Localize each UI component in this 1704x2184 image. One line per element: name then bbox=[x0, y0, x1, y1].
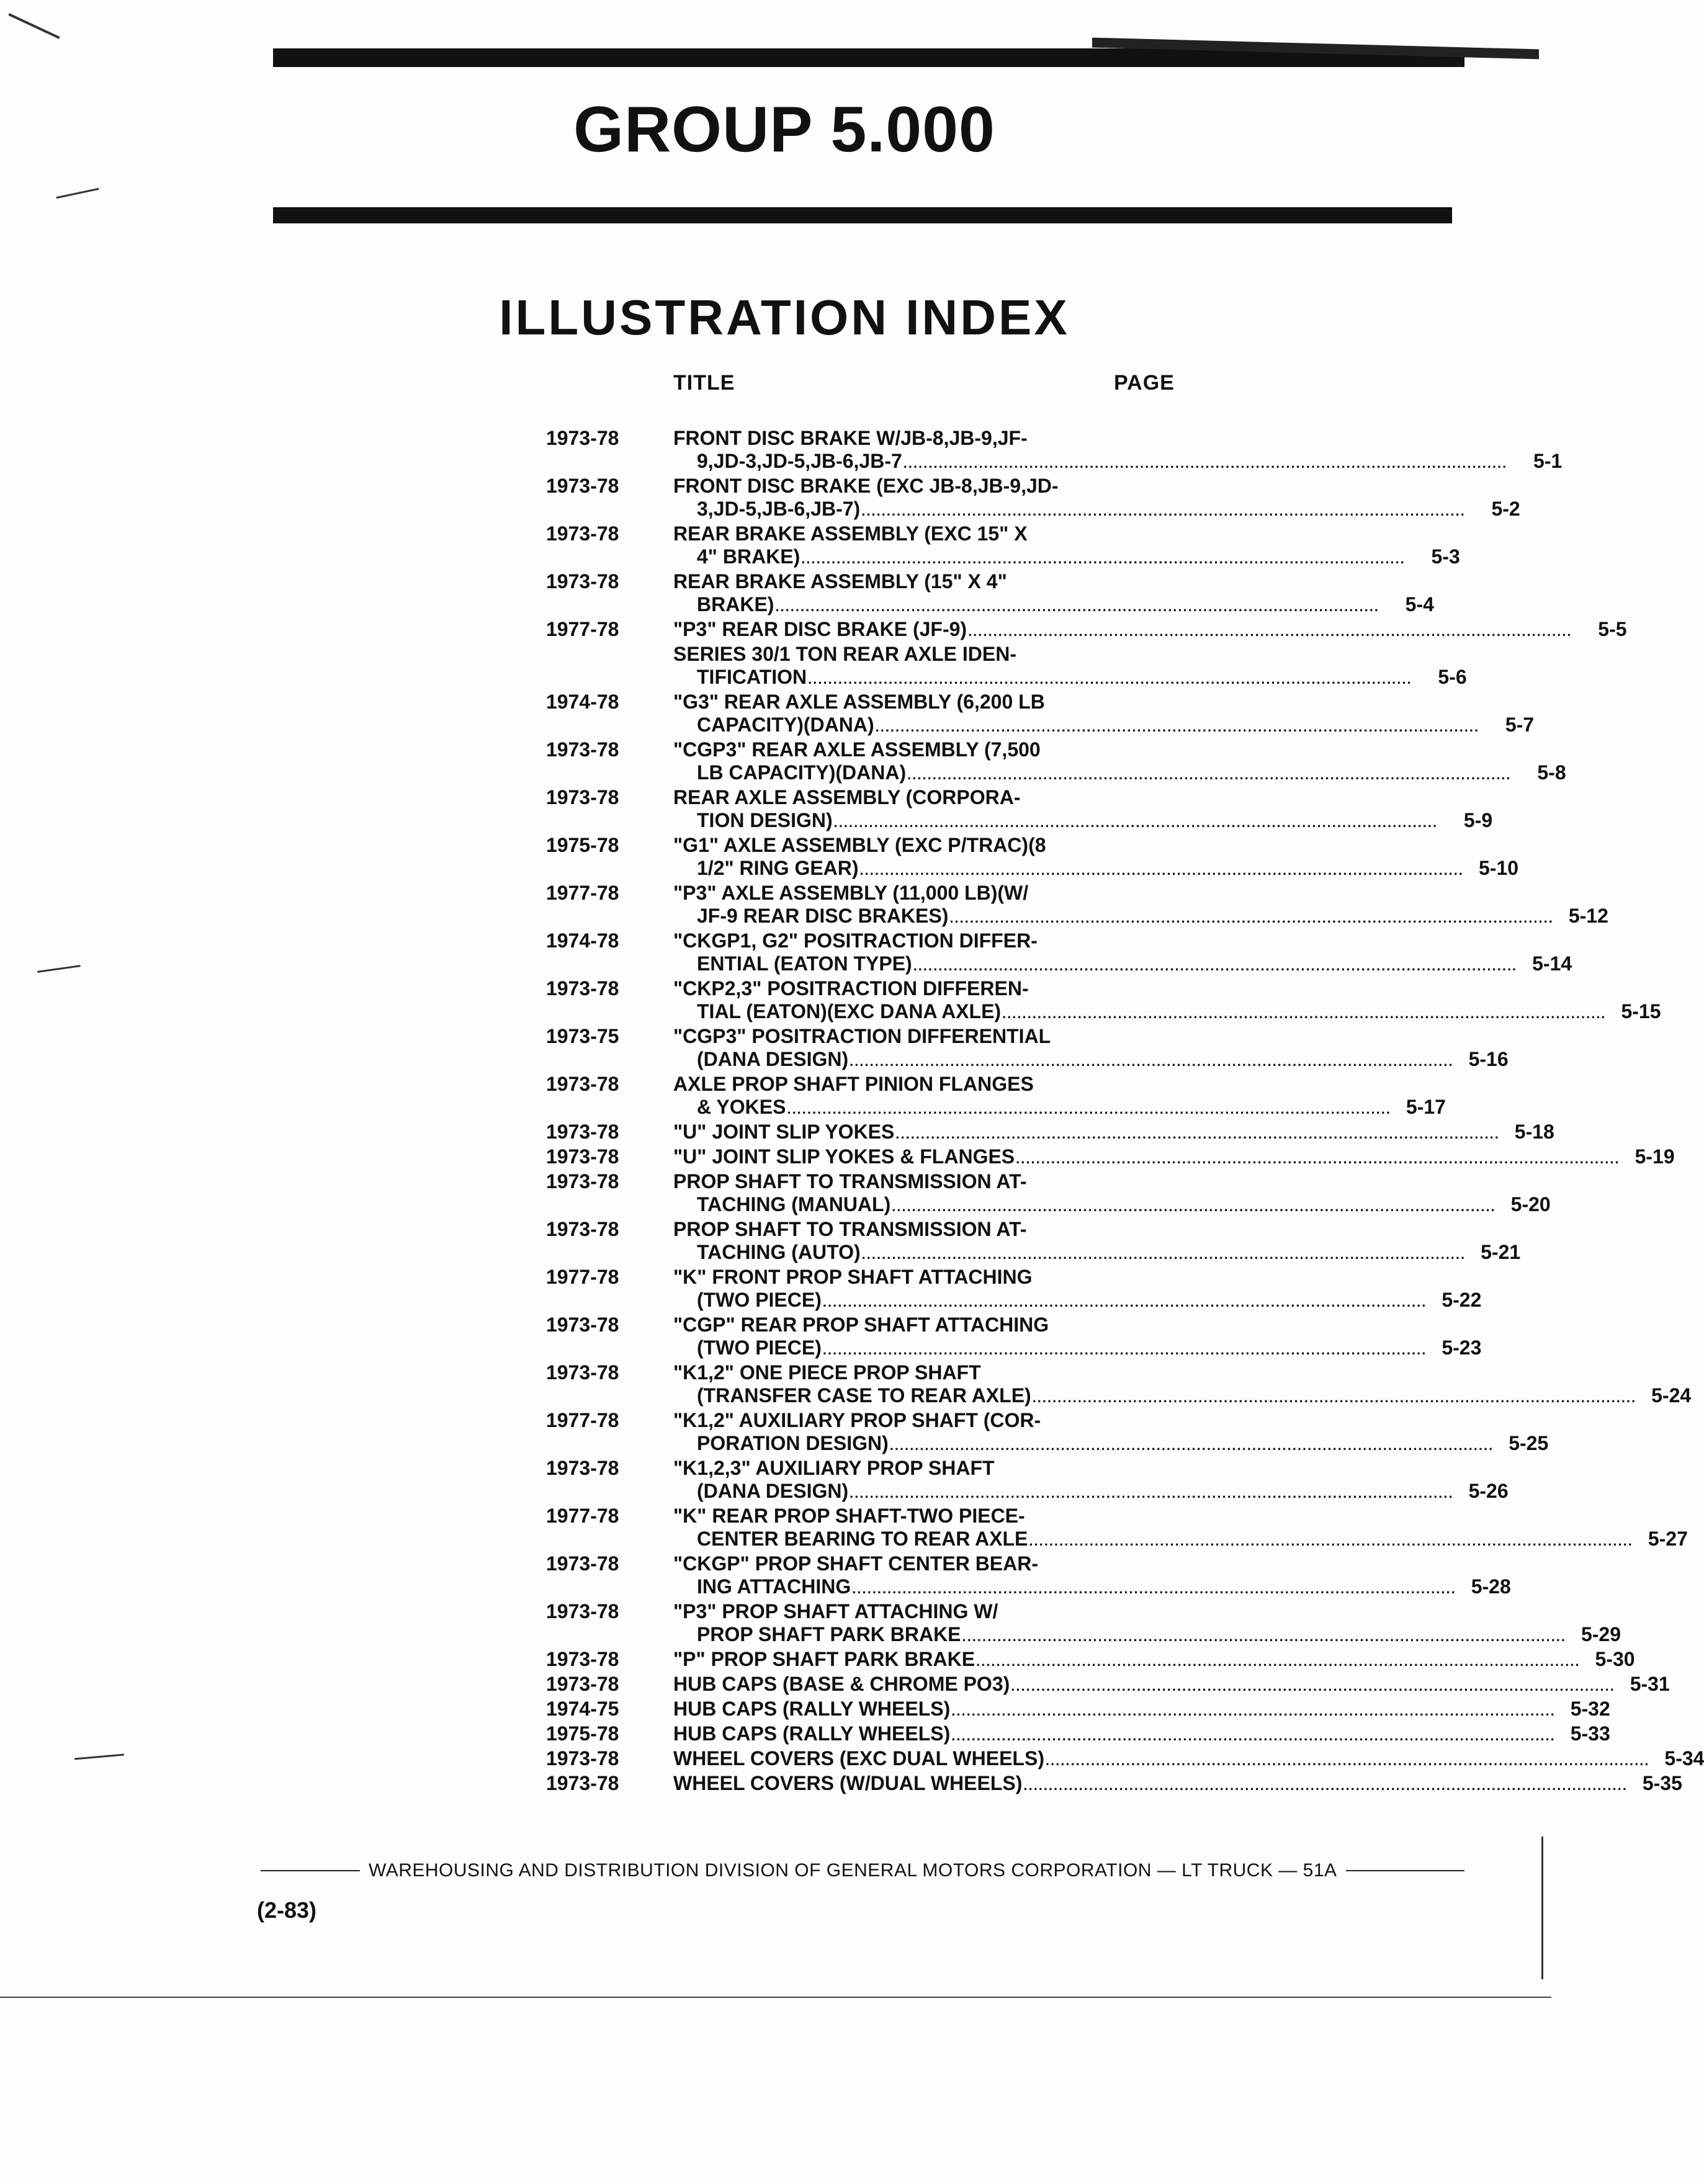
entry-title-line bbox=[673, 1170, 1551, 1193]
entry-title-text: "K1,2" ONE PIECE PROP SHAFT bbox=[673, 1361, 981, 1384]
entry-title-text: 9,JD-3,JD-5,JB-6,JB-7 bbox=[697, 450, 902, 472]
entry-title-text: "P3" REAR DISC BRAKE (JF-9) bbox=[673, 618, 967, 640]
entry-title-text: "CKGP" PROP SHAFT CENTER BEAR- bbox=[673, 1552, 1039, 1575]
entry-title-line bbox=[673, 1314, 1481, 1336]
entry-title bbox=[673, 475, 1520, 522]
index-entry bbox=[546, 882, 1608, 929]
entry-title bbox=[673, 1361, 1691, 1409]
entry-year: 1973-78 bbox=[546, 1121, 619, 1143]
entry-title bbox=[673, 1698, 1610, 1722]
entry-title bbox=[673, 1648, 1635, 1673]
entry-year: 1973-78 bbox=[546, 1648, 619, 1670]
entry-year: 1975-78 bbox=[546, 834, 619, 856]
entry-title-line bbox=[673, 1266, 1481, 1289]
dot-leader: ........................................................................................................................ bbox=[861, 503, 1466, 519]
entry-title-text: FRONT DISC BRAKE W/JB-8,JB-9,JF- bbox=[673, 427, 1028, 449]
entry-title-line bbox=[673, 1241, 1520, 1266]
entry-title-line bbox=[673, 1552, 1511, 1575]
entry-title bbox=[673, 738, 1566, 786]
entry-title-text: BRAKE) bbox=[697, 593, 774, 615]
entry-page: 5-9 bbox=[1463, 809, 1493, 831]
entry-title-text: "U" JOINT SLIP YOKES & FLANGES bbox=[673, 1145, 1015, 1168]
entry-title-line bbox=[673, 929, 1572, 952]
entry-title-text: ENTIAL (EATON TYPE) bbox=[697, 952, 912, 975]
entry-title bbox=[673, 929, 1572, 977]
entry-page: 5-8 bbox=[1537, 761, 1566, 784]
entry-title-line bbox=[673, 1409, 1548, 1432]
entry-title-text: REAR BRAKE ASSEMBLY (15" X 4" bbox=[673, 570, 1007, 593]
entry-title-text: "G1" AXLE ASSEMBLY (EXC P/TRAC)(8 bbox=[673, 834, 1046, 856]
entry-page: 5-35 bbox=[1642, 1772, 1682, 1794]
entry-title-line bbox=[673, 761, 1566, 786]
scan-mark bbox=[37, 965, 81, 973]
entry-page: 5-12 bbox=[1568, 905, 1608, 927]
index-entry bbox=[546, 618, 1627, 643]
dot-leader: ........................................................................................................................ bbox=[850, 1054, 1454, 1069]
entry-title bbox=[673, 570, 1434, 618]
dot-leader: ........................................................................................................................ bbox=[775, 599, 1379, 614]
entry-title-text: TION DESIGN) bbox=[697, 809, 833, 831]
entry-title bbox=[673, 427, 1562, 475]
entry-title-line bbox=[673, 643, 1467, 666]
entry-title-text: JF-9 REAR DISC BRAKES) bbox=[697, 905, 949, 927]
column-header-page: PAGE bbox=[1114, 371, 1175, 395]
entry-title-line bbox=[673, 1575, 1511, 1600]
scan-mark bbox=[1541, 1837, 1543, 1979]
dot-leader: ........................................................................................................................ bbox=[889, 1438, 1494, 1453]
entry-year: 1973-78 bbox=[546, 786, 619, 808]
scan-mark bbox=[8, 13, 60, 39]
entry-title bbox=[673, 882, 1608, 929]
entry-title-line bbox=[673, 1457, 1509, 1480]
entry-title bbox=[673, 1121, 1554, 1145]
entry-page: 5-29 bbox=[1581, 1623, 1621, 1645]
entry-title-text: (DANA DESIGN) bbox=[697, 1048, 849, 1070]
entry-title bbox=[673, 834, 1518, 882]
entry-title-line bbox=[673, 1048, 1509, 1073]
entry-title-line bbox=[673, 905, 1608, 929]
entry-title-line bbox=[673, 570, 1434, 593]
entry-page: 5-21 bbox=[1481, 1241, 1521, 1263]
entry-title bbox=[673, 1722, 1610, 1747]
entry-page: 5-3 bbox=[1431, 545, 1460, 568]
footer-rule-left bbox=[261, 1870, 360, 1871]
entry-title-text: TIAL (EATON)(EXC DANA AXLE) bbox=[697, 1000, 1002, 1023]
entry-title-line bbox=[673, 1121, 1554, 1145]
entry-title-text: "K" REAR PROP SHAFT-TWO PIECE- bbox=[673, 1505, 1025, 1527]
index-entry bbox=[546, 1266, 1482, 1314]
entry-page: 5-26 bbox=[1468, 1480, 1509, 1502]
entry-title-line bbox=[673, 427, 1562, 450]
footer-text: WAREHOUSING AND DISTRIBUTION DIVISION OF GENERAL MOTORS CORPORATION — LT TRUCK — 51A bbox=[369, 1860, 1337, 1881]
entry-year: 1974-75 bbox=[546, 1698, 619, 1720]
entry-year: 1973-78 bbox=[546, 1218, 619, 1240]
entry-title-text: WHEEL COVERS (W/DUAL WHEELS) bbox=[673, 1772, 1023, 1794]
dot-leader: ........................................................................................................................ bbox=[808, 671, 1412, 687]
entry-year: 1973-78 bbox=[546, 570, 619, 593]
dot-leader: ........................................................................................................................ bbox=[903, 455, 1508, 471]
index-entry bbox=[546, 834, 1519, 882]
entry-page: 5-16 bbox=[1468, 1048, 1509, 1070]
entry-title-text: TACHING (AUTO) bbox=[697, 1241, 861, 1263]
index-entry bbox=[546, 1648, 1635, 1673]
entry-page: 5-17 bbox=[1406, 1096, 1446, 1118]
dot-leader: ........................................................................................................................ bbox=[968, 624, 1572, 639]
index-entry bbox=[546, 1722, 1610, 1747]
entry-page: 5-18 bbox=[1514, 1121, 1554, 1143]
index-entry bbox=[546, 643, 1467, 691]
index-entry bbox=[546, 1457, 1509, 1505]
scan-mark bbox=[74, 1754, 124, 1760]
scan-mark bbox=[56, 188, 99, 199]
entry-page: 5-34 bbox=[1664, 1747, 1704, 1770]
entry-title-line bbox=[673, 1698, 1610, 1722]
entry-title-text: "G3" REAR AXLE ASSEMBLY (6,200 LB bbox=[673, 691, 1045, 713]
index-entry bbox=[546, 570, 1434, 618]
entry-title bbox=[673, 1314, 1481, 1361]
entry-title-line bbox=[673, 1722, 1610, 1747]
entry-page: 5-31 bbox=[1630, 1673, 1670, 1695]
entry-title-line bbox=[673, 545, 1460, 570]
entry-title-text: "P" PROP SHAFT PARK BRAKE bbox=[673, 1648, 975, 1670]
entry-year: 1973-78 bbox=[546, 738, 619, 761]
entry-year: 1977-78 bbox=[546, 1409, 619, 1431]
entry-title-text: (TRANSFER CASE TO REAR AXLE) bbox=[697, 1384, 1031, 1407]
dot-leader: ........................................................................................................................ bbox=[822, 1294, 1427, 1310]
entry-title-text: FRONT DISC BRAKE (EXC JB-8,JB-9,JD- bbox=[673, 475, 1059, 497]
dot-leader: ........................................................................................................................ bbox=[913, 958, 1518, 973]
entry-title-line bbox=[673, 593, 1434, 618]
column-header-title: TITLE bbox=[673, 371, 735, 395]
index-entry bbox=[546, 1121, 1554, 1145]
index-entry bbox=[546, 1361, 1692, 1409]
entry-page: 5-30 bbox=[1595, 1648, 1635, 1670]
entry-title-text: PROP SHAFT TO TRANSMISSION AT- bbox=[673, 1170, 1027, 1193]
entry-page: 5-20 bbox=[1510, 1193, 1551, 1215]
entry-title-text: 3,JD-5,JB-6,JB-7) bbox=[697, 498, 861, 520]
entry-page: 5-33 bbox=[1570, 1722, 1610, 1745]
index-entry bbox=[546, 1698, 1610, 1722]
index-entry bbox=[546, 1673, 1670, 1698]
entry-title bbox=[673, 977, 1661, 1025]
entry-page: 5-22 bbox=[1442, 1289, 1482, 1311]
entry-title bbox=[673, 691, 1534, 738]
entry-title-line bbox=[673, 1480, 1509, 1505]
entry-title-line bbox=[673, 691, 1534, 714]
entry-title-line bbox=[673, 1384, 1691, 1409]
entry-year: 1973-78 bbox=[546, 1673, 619, 1695]
entry-title-line bbox=[673, 1289, 1481, 1314]
entry-title-text: "P3" PROP SHAFT ATTACHING W/ bbox=[673, 1600, 998, 1622]
entry-year: 1973-78 bbox=[546, 522, 619, 545]
entry-title-text: LB CAPACITY)(DANA) bbox=[697, 761, 907, 784]
entry-title-line bbox=[673, 857, 1518, 882]
entry-title-line bbox=[673, 522, 1460, 545]
group-title: GROUP 5.000 bbox=[573, 94, 995, 166]
entry-year: 1977-78 bbox=[546, 618, 619, 640]
index-entry bbox=[546, 786, 1493, 834]
entry-title bbox=[673, 1218, 1520, 1266]
entry-title-line bbox=[673, 1747, 1704, 1772]
entry-title-line bbox=[673, 834, 1518, 857]
entry-page: 5-23 bbox=[1442, 1336, 1482, 1359]
entry-title-text: "CKGP1, G2" POSITRACTION DIFFER- bbox=[673, 929, 1038, 952]
entry-title-line bbox=[673, 786, 1492, 809]
entry-title-text: 4" BRAKE) bbox=[697, 545, 800, 568]
entry-page: 5-4 bbox=[1405, 593, 1434, 615]
dot-leader: ........................................................................................................................ bbox=[801, 551, 1406, 566]
index-entry bbox=[546, 522, 1460, 570]
header-rule bbox=[273, 207, 1452, 223]
entry-title-line bbox=[673, 1218, 1520, 1241]
entry-title bbox=[673, 1673, 1670, 1698]
entry-title-text: SERIES 30/1 TON REAR AXLE IDEN- bbox=[673, 643, 1017, 665]
entry-title-text: "CKP2,3" POSITRACTION DIFFEREN- bbox=[673, 977, 1029, 1000]
dot-leader: ........................................................................................................................ bbox=[850, 1485, 1454, 1501]
entry-title-line bbox=[673, 1505, 1688, 1528]
entry-page: 5-5 bbox=[1598, 618, 1627, 640]
entry-title-line bbox=[673, 1600, 1621, 1623]
dot-leader: ........................................................................................................................ bbox=[907, 767, 1512, 782]
dot-leader: ........................................................................................................................ bbox=[1023, 1778, 1628, 1793]
entry-title-line bbox=[673, 1361, 1691, 1384]
entry-title-text: "CGP3" REAR AXLE ASSEMBLY (7,500 bbox=[673, 738, 1041, 761]
entry-page: 5-1 bbox=[1533, 450, 1563, 472]
entry-title-line bbox=[673, 1025, 1509, 1048]
dot-leader: ........................................................................................................................ bbox=[1045, 1753, 1650, 1768]
entry-title bbox=[673, 1600, 1621, 1648]
entry-year: 1975-78 bbox=[546, 1722, 619, 1745]
entry-title-text: & YOKES bbox=[697, 1096, 786, 1118]
entry-title bbox=[673, 1457, 1509, 1505]
entry-title-text: TIFICATION bbox=[697, 666, 807, 688]
dot-leader: ........................................................................................................................ bbox=[895, 1126, 1500, 1142]
entry-title bbox=[673, 1025, 1509, 1073]
index-entry bbox=[546, 1600, 1621, 1648]
index-entry bbox=[546, 1170, 1551, 1218]
illustration-index-list bbox=[546, 427, 1704, 1797]
index-entry bbox=[546, 475, 1520, 522]
entry-title-text: HUB CAPS (RALLY WHEELS) bbox=[673, 1722, 951, 1745]
entry-title-text: 1/2" RING GEAR) bbox=[697, 857, 859, 879]
index-entry bbox=[546, 691, 1535, 738]
index-entry bbox=[546, 929, 1572, 977]
dot-leader: ........................................................................................................................ bbox=[1011, 1678, 1615, 1694]
index-entry bbox=[546, 738, 1566, 786]
dot-leader: ........................................................................................................................ bbox=[787, 1101, 1391, 1117]
entry-year: 1974-78 bbox=[546, 929, 619, 952]
entry-title bbox=[673, 1170, 1551, 1218]
index-entry bbox=[546, 1314, 1482, 1361]
entry-title-text: "U" JOINT SLIP YOKES bbox=[673, 1121, 895, 1143]
dot-leader: ........................................................................................................................ bbox=[859, 862, 1464, 878]
entry-title-line bbox=[673, 1432, 1548, 1457]
entry-title-text: CENTER BEARING TO REAR AXLE bbox=[697, 1528, 1028, 1550]
dot-leader: ........................................................................................................................ bbox=[949, 910, 1554, 926]
dot-leader: ........................................................................................................................ bbox=[1016, 1151, 1620, 1166]
entry-title-line bbox=[673, 450, 1562, 475]
dot-leader: ........................................................................................................................ bbox=[951, 1703, 1556, 1719]
entry-title-line bbox=[673, 738, 1566, 761]
index-entry bbox=[546, 1772, 1682, 1797]
index-entry bbox=[546, 1025, 1509, 1073]
entry-title-text: PROP SHAFT PARK BRAKE bbox=[697, 1623, 961, 1645]
entry-year: 1973-78 bbox=[546, 1145, 619, 1168]
index-entry bbox=[546, 1552, 1511, 1600]
entry-year: 1973-78 bbox=[546, 1361, 619, 1384]
dot-leader: ........................................................................................................................ bbox=[822, 1342, 1427, 1358]
entry-year: 1973-78 bbox=[546, 1772, 619, 1794]
entry-year: 1973-78 bbox=[546, 1314, 619, 1336]
entry-title-text: TACHING (MANUAL) bbox=[697, 1193, 891, 1215]
index-entry bbox=[546, 1747, 1704, 1772]
entry-title-line bbox=[673, 1000, 1661, 1025]
entry-title-text: ING ATTACHING bbox=[697, 1575, 851, 1598]
entry-title-text: AXLE PROP SHAFT PINION FLANGES bbox=[673, 1073, 1034, 1095]
index-entry bbox=[546, 977, 1661, 1025]
index-entry bbox=[546, 1073, 1446, 1121]
entry-title-line bbox=[673, 1772, 1682, 1797]
entry-year: 1973-78 bbox=[546, 427, 619, 449]
entry-title-text: PROP SHAFT TO TRANSMISSION AT- bbox=[673, 1218, 1027, 1240]
entry-page: 5-15 bbox=[1621, 1000, 1661, 1023]
entry-title bbox=[673, 618, 1627, 643]
entry-title-text: "K1,2,3" AUXILIARY PROP SHAFT bbox=[673, 1457, 995, 1479]
entry-year: 1974-78 bbox=[546, 691, 619, 713]
entry-title-line bbox=[673, 714, 1534, 738]
entry-title-line bbox=[673, 618, 1627, 643]
entry-title-text: "CGP" REAR PROP SHAFT ATTACHING bbox=[673, 1314, 1049, 1336]
entry-page: 5-19 bbox=[1634, 1145, 1675, 1168]
entry-title-line bbox=[673, 1528, 1688, 1552]
entry-page: 5-27 bbox=[1648, 1528, 1688, 1550]
entry-year: 1973-78 bbox=[546, 1073, 619, 1095]
entry-year: 1973-78 bbox=[546, 475, 619, 497]
entry-title-text: REAR AXLE ASSEMBLY (CORPORA- bbox=[673, 786, 1021, 808]
entry-title-line bbox=[673, 882, 1608, 905]
entry-page: 5-32 bbox=[1570, 1698, 1610, 1720]
entry-title-line bbox=[673, 1096, 1446, 1121]
entry-title bbox=[673, 1552, 1511, 1600]
dot-leader: ........................................................................................................................ bbox=[962, 1629, 1566, 1644]
entry-title-line bbox=[673, 498, 1520, 522]
entry-page: 5-14 bbox=[1532, 952, 1572, 975]
dot-leader: ........................................................................................................................ bbox=[976, 1654, 1581, 1669]
dot-leader: ........................................................................................................................ bbox=[1029, 1533, 1633, 1549]
entry-year: 1977-78 bbox=[546, 1505, 619, 1527]
dot-leader: ........................................................................................................................ bbox=[892, 1199, 1496, 1214]
entry-page: 5-2 bbox=[1491, 498, 1520, 520]
entry-title bbox=[673, 786, 1492, 834]
entry-title-line bbox=[673, 977, 1661, 1000]
entry-year: 1973-78 bbox=[546, 1600, 619, 1622]
entry-title-text: "K1,2" AUXILIARY PROP SHAFT (COR- bbox=[673, 1409, 1041, 1431]
entry-page: 5-28 bbox=[1471, 1575, 1511, 1598]
index-entry bbox=[546, 1218, 1521, 1266]
entry-year: 1973-78 bbox=[546, 1552, 619, 1575]
edition-code: (2-83) bbox=[257, 1897, 317, 1923]
scan-mark bbox=[0, 1997, 1551, 1998]
index-entry bbox=[546, 427, 1563, 475]
entry-title bbox=[673, 1266, 1481, 1314]
entry-title-line bbox=[673, 809, 1492, 834]
index-entry bbox=[546, 1409, 1549, 1457]
entry-title-line bbox=[673, 1336, 1481, 1361]
entry-title-text: (DANA DESIGN) bbox=[697, 1480, 849, 1502]
entry-title bbox=[673, 643, 1467, 691]
entry-title-text: "CGP3" POSITRACTION DIFFERENTIAL bbox=[673, 1025, 1051, 1047]
entry-title-line bbox=[673, 1073, 1446, 1096]
dot-leader: ........................................................................................................................ bbox=[951, 1728, 1556, 1743]
entry-page: 5-10 bbox=[1478, 857, 1519, 879]
entry-title-text: HUB CAPS (RALLY WHEELS) bbox=[673, 1698, 951, 1720]
index-entry bbox=[546, 1145, 1675, 1170]
dot-leader: ........................................................................................................................ bbox=[875, 719, 1480, 735]
entry-title-line bbox=[673, 666, 1467, 691]
entry-title-text: HUB CAPS (BASE & CHROME PO3) bbox=[673, 1673, 1010, 1695]
entry-page: 5-6 bbox=[1438, 666, 1467, 688]
entry-title-text: REAR BRAKE ASSEMBLY (EXC 15" X bbox=[673, 522, 1028, 545]
entry-year: 1973-78 bbox=[546, 977, 619, 1000]
entry-title-text: WHEEL COVERS (EXC DUAL WHEELS) bbox=[673, 1747, 1044, 1770]
entry-title bbox=[673, 522, 1460, 570]
entry-title bbox=[673, 1505, 1688, 1552]
entry-title-text: "P3" AXLE ASSEMBLY (11,000 LB)(W/ bbox=[673, 882, 1029, 904]
entry-page: 5-25 bbox=[1509, 1432, 1549, 1454]
dot-leader: ........................................................................................................................ bbox=[833, 815, 1438, 830]
index-entry bbox=[546, 1505, 1688, 1552]
entry-title-line bbox=[673, 475, 1520, 498]
entry-year: 1973-75 bbox=[546, 1025, 619, 1047]
entry-title-text: (TWO PIECE) bbox=[697, 1289, 822, 1311]
entry-title-line bbox=[673, 1648, 1635, 1673]
dot-leader: ........................................................................................................................ bbox=[1002, 1006, 1607, 1021]
entry-title-text: (TWO PIECE) bbox=[697, 1336, 822, 1359]
footer-rule-right bbox=[1346, 1870, 1464, 1871]
entry-year: 1977-78 bbox=[546, 1266, 619, 1288]
entry-title-line bbox=[673, 1193, 1551, 1218]
entry-year: 1977-78 bbox=[546, 882, 619, 904]
entry-year: 1973-78 bbox=[546, 1747, 619, 1770]
footer bbox=[261, 1860, 1464, 1881]
entry-title-line bbox=[673, 1623, 1621, 1648]
entry-page: 5-24 bbox=[1651, 1384, 1692, 1407]
entry-year: 1973-78 bbox=[546, 1170, 619, 1193]
entry-title bbox=[673, 1145, 1675, 1170]
entry-page: 5-7 bbox=[1505, 714, 1535, 736]
entry-title bbox=[673, 1747, 1704, 1772]
dot-leader: ........................................................................................................................ bbox=[1032, 1390, 1637, 1405]
dot-leader: ........................................................................................................................ bbox=[852, 1581, 1456, 1596]
index-title: ILLUSTRATION INDEX bbox=[499, 290, 1070, 345]
entry-title bbox=[673, 1409, 1548, 1457]
dot-leader: ........................................................................................................................ bbox=[861, 1246, 1466, 1262]
entry-title-text: "K" FRONT PROP SHAFT ATTACHING bbox=[673, 1266, 1033, 1288]
entry-title-text: PORATION DESIGN) bbox=[697, 1432, 889, 1454]
entry-title-text: CAPACITY)(DANA) bbox=[697, 714, 874, 736]
entry-title bbox=[673, 1073, 1446, 1121]
entry-title-line bbox=[673, 1673, 1670, 1698]
entry-year: 1973-78 bbox=[546, 1457, 619, 1479]
entry-title-line bbox=[673, 952, 1572, 977]
entry-title-line bbox=[673, 1145, 1675, 1170]
entry-title bbox=[673, 1772, 1682, 1797]
